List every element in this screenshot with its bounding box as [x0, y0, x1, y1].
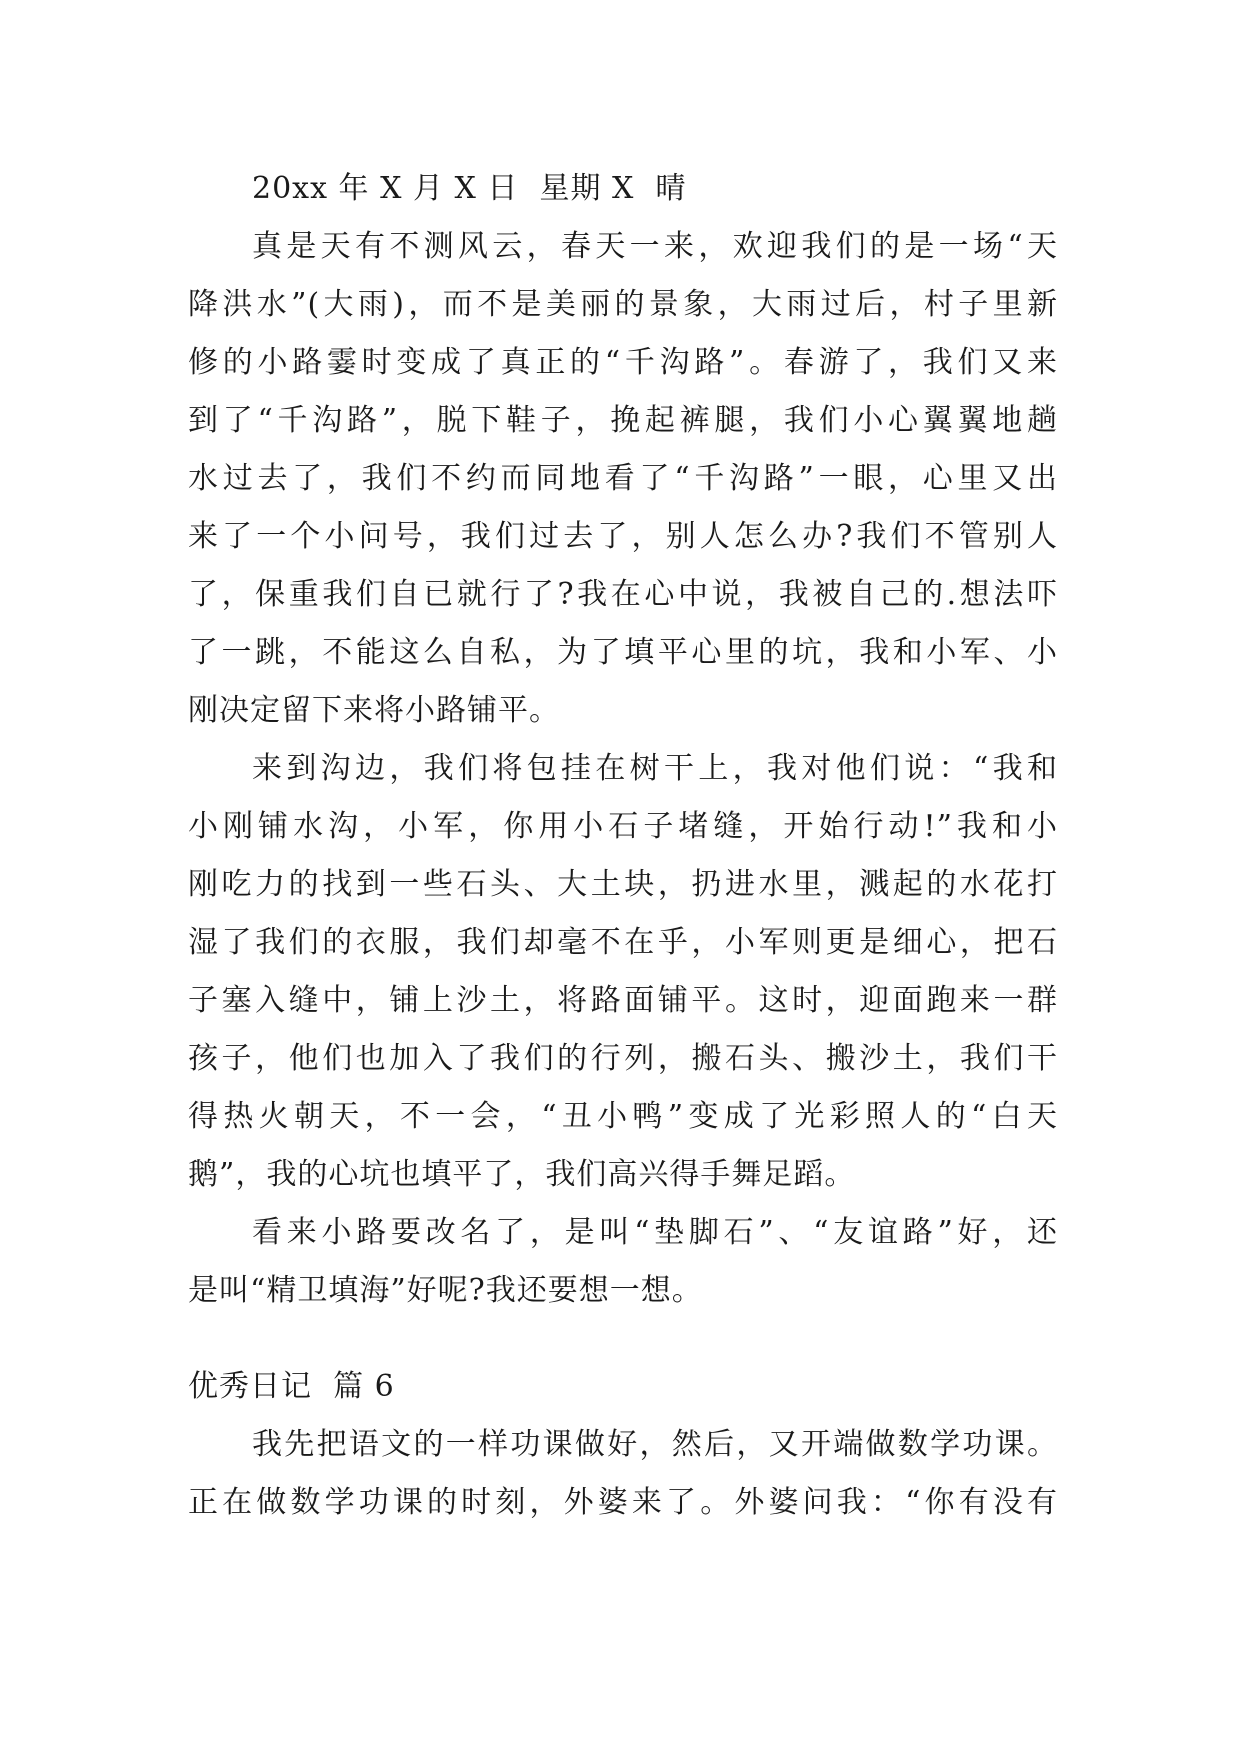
- paragraph-line: 水过去了，我们不约而同地看了“千沟路”一眼，心里又出: [188, 461, 1058, 496]
- paragraph-1: [188, 218, 1058, 740]
- paragraph-line: 小刚铺水沟，小军，你用小石子堵缝，开始行动!”我和小: [188, 809, 1058, 844]
- document-page: [188, 160, 1058, 1532]
- paragraph-line: 了，保重我们自已就行了?我在心中说，我被自己的.想法吓: [188, 577, 1058, 612]
- diary-date-line: 20xx 年 X 月 X 日 星期 X 晴: [252, 171, 687, 206]
- paragraph-line: 子塞入缝中，铺上沙土，将路面铺平。这时，迎面跑来一群: [188, 983, 1058, 1018]
- paragraph-2: [188, 740, 1058, 1204]
- paragraph-line: 来到沟边，我们将包挂在树干上，我对他们说：“我和: [252, 751, 1058, 786]
- section-gap: [188, 1320, 1058, 1358]
- paragraph-3: [188, 1204, 1058, 1320]
- paragraph-line: 孩子，他们也加入了我们的行列，搬石头、搬沙土，我们干: [188, 1041, 1058, 1076]
- paragraph-line: 鹅”，我的心坑也填平了，我们高兴得手舞足蹈。: [188, 1157, 856, 1192]
- paragraph-4: [188, 1416, 1058, 1532]
- paragraph-line: 得热火朝天，不一会，“丑小鸭”变成了光彩照人的“白天: [188, 1099, 1058, 1134]
- paragraph-line: 湿了我们的衣服，我们却毫不在乎，小军则更是细心，把石: [188, 925, 1058, 960]
- paragraph-line: 我先把语文的一样功课做好，然后，又开端做数学功课。: [252, 1427, 1058, 1462]
- paragraph-line: 真是天有不测风云，春天一来，欢迎我们的是一场“天: [252, 229, 1058, 264]
- paragraph-line: 来了一个小问号，我们过去了，别人怎么办?我们不管别人: [188, 519, 1058, 554]
- section-heading: 优秀日记 篇 6: [188, 1369, 395, 1404]
- paragraph-line: 正在做数学功课的时刻，外婆来了。外婆问我：“你有没有: [188, 1485, 1058, 1520]
- paragraph-line: 了一跳，不能这么自私，为了填平心里的坑，我和小军、小: [188, 635, 1058, 670]
- paragraph-line: 修的小路霎时变成了真正的“千沟路”。春游了，我们又来: [188, 345, 1058, 380]
- paragraph-line: 是叫“精卫填海”好呢?我还要想一想。: [188, 1273, 703, 1308]
- paragraph-line: 刚决定留下来将小路铺平。: [188, 693, 560, 728]
- paragraph-line: 刚吃力的找到一些石头、大土块，扔进水里，溅起的水花打: [188, 867, 1058, 902]
- paragraph-line: 看来小路要改名了，是叫“垫脚石”、“友谊路”好，还: [252, 1215, 1058, 1250]
- paragraph-line: 降洪水”(大雨)，而不是美丽的景象，大雨过后，村子里新: [188, 287, 1058, 322]
- paragraph-line: 到了“千沟路”，脱下鞋子，挽起裤腿，我们小心翼翼地趟: [188, 403, 1058, 438]
